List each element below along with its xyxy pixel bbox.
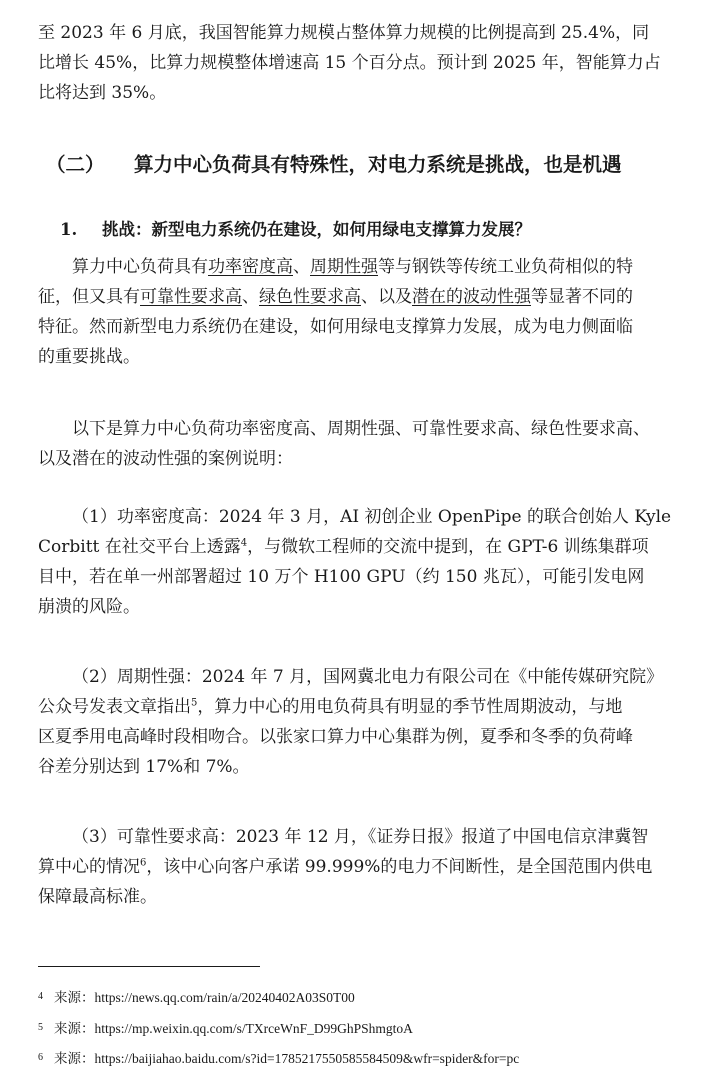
- paragraph-line: 征，但又具有可靠性要求高、绿色性要求高、以及潜在的波动性强等显著不同的: [38, 287, 633, 307]
- underlined-term: 功率密度高: [208, 257, 293, 277]
- intro-line: 比将达到 35%。: [38, 83, 167, 103]
- footnote: [38, 1017, 413, 1037]
- subsection-title: 挑战：新型电力系统仍在建设，如何用绿电支撑算力发展？: [102, 220, 531, 239]
- underlined-term: 可靠性要求高: [140, 287, 242, 307]
- paragraph-line: 崩溃的风险。: [38, 597, 140, 617]
- paragraph-line: （1）功率密度高：2024 年 3 月，AI 初创企业 OpenPipe 的联合创始人 Kyle: [72, 507, 672, 527]
- challenge-paragraph: [38, 252, 674, 372]
- paragraph-line: 以及潜在的波动性强的案例说明：: [38, 449, 293, 469]
- footnote-mark: 6: [38, 1052, 43, 1063]
- case-2-paragraph: [38, 662, 674, 782]
- intro-paragraph: [38, 18, 674, 108]
- section-title: 算力中心负荷具有特殊性，对电力系统是挑战，也是机遇: [134, 153, 622, 176]
- footnote: [38, 1047, 519, 1067]
- paragraph-line: 谷差分别达到 17%和 7%。: [38, 757, 250, 777]
- paragraph-line: 以下是算力中心负荷功率密度高、周期性强、可靠性要求高、绿色性要求高、: [72, 419, 650, 439]
- intro-line: 比增长 45%，比算力规模整体增速高 15 个百分点。预计到 2025 年，智能算力占: [38, 53, 661, 73]
- footnote-text: 来源：https://mp.weixin.qq.com/s/TXrceWnF_D99GhPShmgtoA: [54, 1021, 413, 1036]
- paragraph-line: 特征。然而新型电力系统仍在建设，如何用绿电支撑算力发展，成为电力侧面临: [38, 317, 633, 337]
- section-number: （二）: [46, 153, 105, 176]
- paragraph-line: 保障最高标准。: [38, 887, 157, 907]
- underlined-term: 绿色性要求高: [259, 287, 361, 307]
- footnote-mark: 4: [38, 991, 43, 1002]
- paragraph-line: （3）可靠性要求高：2023 年 12 月，《证券日报》报道了中国电信京津冀智: [72, 827, 649, 847]
- paragraph-line: 目中，若在单一州部署超过 10 万个 H100 GPU（约 150 兆瓦），可能引发电网: [38, 567, 645, 587]
- case-1-paragraph: [38, 502, 674, 622]
- footnote-ref: 5: [191, 697, 198, 709]
- subsection-number: 1.: [60, 220, 78, 239]
- section-heading: [46, 149, 676, 177]
- footnote-text: 来源：https://news.qq.com/rain/a/20240402A03S0T00: [54, 990, 355, 1005]
- footnote-mark: 5: [38, 1022, 43, 1033]
- paragraph-line: 公众号发表文章指出$^5$，算力中心的用电负荷具有明显的季节性周期波动，与地: [38, 697, 623, 717]
- paragraph-line: 的重要挑战。: [38, 347, 140, 367]
- footnote-ref: 6: [140, 857, 147, 869]
- footnote: [38, 986, 355, 1006]
- case-intro-paragraph: [38, 414, 674, 474]
- paragraph-line: 算力中心负荷具有功率密度高、周期性强等与钢铁等传统工业负荷相似的特: [72, 257, 633, 277]
- footnote-ref: 4: [240, 537, 248, 549]
- intro-line: 至 2023 年 6 月底，我国智能算力规模占整体算力规模的比例提高到 25.4%，同: [38, 23, 650, 43]
- paragraph-line: （2）周期性强：2024 年 7 月，国网冀北电力有限公司在《中能传媒研究院》: [72, 667, 664, 687]
- subsection-heading: [60, 216, 660, 240]
- underlined-term: 潜在的波动性强: [412, 287, 531, 307]
- case-3-paragraph: [38, 822, 674, 912]
- paragraph-line: Corbitt 在社交平台上透露$^4$，与微软工程师的交流中提到，在 GPT-6 训练集群项: [38, 537, 649, 557]
- underlined-term: 周期性强: [310, 257, 378, 277]
- footnote-text: 来源：https://baijiahao.baidu.com/s?id=1785217550585584509&wfr=spider&for=pc: [54, 1051, 520, 1066]
- footnote-divider: [38, 966, 260, 967]
- paragraph-line: 区夏季用电高峰时段相吻合。以张家口算力中心集群为例，夏季和冬季的负荷峰: [38, 727, 633, 747]
- paragraph-line: 算中心的情况$^6$，该中心向客户承诺 99.999%的电力不间断性，是全国范围内供电: [38, 857, 653, 877]
